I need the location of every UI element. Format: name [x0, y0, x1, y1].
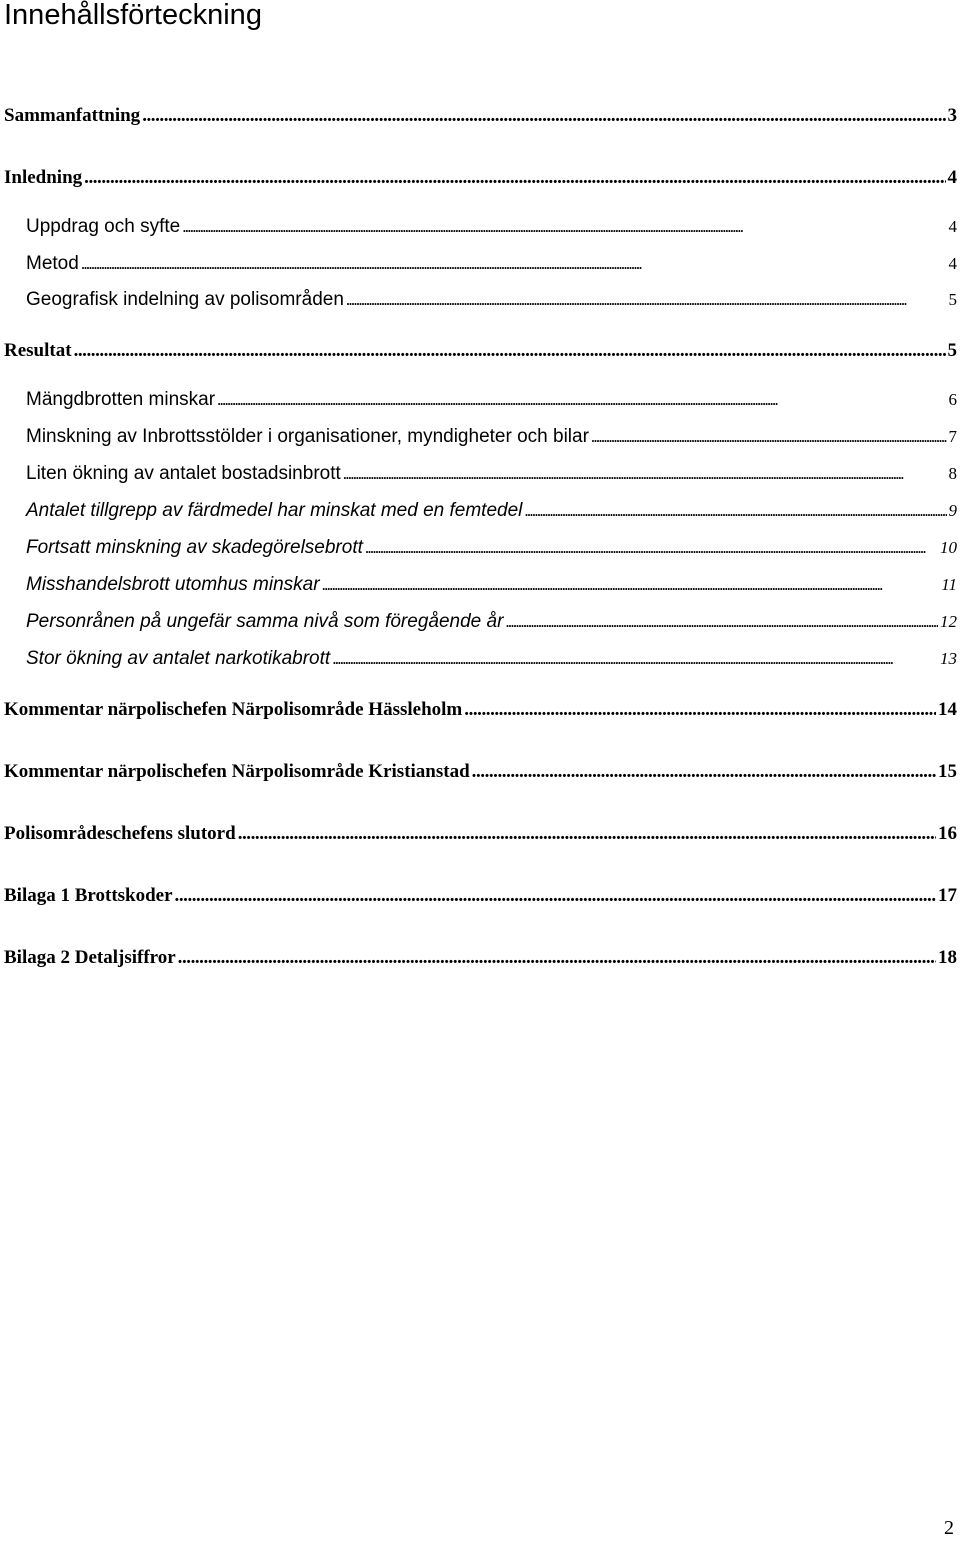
toc-entry-resultat[interactable]: [4, 339, 960, 363]
toc-leader-dots: [182, 215, 946, 239]
toc-entry-label: Metod: [26, 253, 79, 274]
toc-entry-inledning[interactable]: [4, 166, 960, 190]
toc-entry-skadegorelsebrott[interactable]: [26, 536, 960, 560]
toc-entry-fardmedel[interactable]: [26, 499, 960, 523]
toc-entry-uppdrag-och-syfte[interactable]: [26, 215, 960, 239]
toc-leader-dots: [217, 388, 946, 412]
toc-page-number: 17: [938, 885, 957, 906]
toc-entry-slutord[interactable]: [4, 822, 960, 846]
toc-entry-inbrottsstolder[interactable]: [26, 425, 960, 449]
toc-leader-dots: [346, 288, 947, 312]
toc-leader-dots: [142, 104, 945, 128]
toc-entry-geografisk-indelning[interactable]: [26, 288, 960, 312]
toc-entry-label: Misshandelsbrott utomhus minskar: [26, 574, 320, 595]
toc-entry-label: Stor ökning av antalet narkotikabrott: [26, 648, 331, 669]
toc-entry-metod[interactable]: [26, 252, 960, 276]
toc-leader-dots: [238, 822, 936, 846]
toc-entry-label: Bilaga 1 Brottskoder: [4, 885, 173, 906]
toc-page-number: 4: [947, 167, 957, 188]
toc-page-number: 10: [940, 538, 957, 557]
toc-entry-label: Kommentar närpolischefen Närpolisområde Kristianstad: [4, 761, 470, 782]
toc-leader-dots: [178, 946, 936, 970]
toc-leader-dots: [332, 647, 938, 671]
toc-entry-kommentar-hassleholm[interactable]: [4, 698, 960, 722]
toc-entry-bilaga-1[interactable]: [4, 884, 960, 908]
toc-page-number: 5: [947, 340, 957, 361]
toc-entry-label: Kommentar närpolischefen Närpolisområde Hässleholm: [4, 699, 463, 720]
toc-entry-label: Uppdrag och syfte: [26, 216, 181, 237]
toc-leader-dots: [175, 884, 936, 908]
toc-entry-bilaga-2[interactable]: [4, 946, 960, 970]
toc-entry-bostadsinbrott[interactable]: [26, 462, 960, 486]
toc-page-number: 7: [948, 427, 957, 446]
toc-page-number: 9: [948, 501, 957, 520]
toc-page-number: 12: [940, 612, 957, 631]
toc-leader-dots: [505, 610, 938, 634]
toc-entry-label: Bilaga 2 Detaljsiffror: [4, 947, 176, 968]
toc-leader-dots: [591, 425, 947, 449]
toc-page-number: 16: [938, 823, 957, 844]
toc-leader-dots: [74, 339, 946, 363]
toc-leader-dots: [84, 166, 945, 190]
toc-page-number: 14: [938, 699, 957, 720]
toc-page-number: 8: [948, 464, 957, 483]
toc-page-number: 6: [948, 390, 957, 409]
toc-leader-dots: [472, 760, 936, 784]
toc-leader-dots: [524, 499, 946, 523]
toc-entry-label: Liten ökning av antalet bostadsinbrott: [26, 463, 341, 484]
toc-entry-label: Resultat: [4, 340, 72, 361]
toc-entry-label: Polisområdeschefens slutord: [4, 823, 236, 844]
toc-entry-personranen[interactable]: [26, 610, 960, 634]
page-number: 2: [944, 1517, 954, 1539]
toc-leader-dots: [343, 462, 947, 486]
toc-page-number: 3: [947, 105, 957, 126]
toc-page-number: 4: [948, 254, 957, 273]
toc-page-number: 13: [940, 649, 957, 668]
toc-entry-mangdbrotten[interactable]: [26, 388, 960, 412]
toc-entry-label: Mängdbrotten minskar: [26, 389, 216, 410]
toc-page-number: 15: [938, 761, 957, 782]
toc-entry-label: Antalet tillgrepp av färdmedel har minskat med en femtedel: [26, 500, 523, 521]
toc-page-number: 5: [948, 290, 957, 309]
toc-entry-narkotikabrott[interactable]: [26, 647, 960, 671]
toc-leader-dots: [322, 573, 940, 597]
toc-entry-label: Minskning av Inbrottsstölder i organisationer, myndigheter och bilar: [26, 426, 589, 447]
toc-entry-label: Geografisk indelning av polisområden: [26, 289, 344, 310]
toc-page-number: 4: [948, 217, 957, 236]
toc-leader-dots: [464, 698, 936, 722]
toc-entry-label: Sammanfattning: [4, 105, 141, 126]
toc-leader-dots: [81, 252, 947, 276]
toc-entry-sammanfattning[interactable]: [4, 104, 960, 128]
toc-page-number: 18: [938, 947, 957, 968]
toc-entry-misshandelsbrott[interactable]: [26, 573, 960, 597]
toc-entry-kommentar-kristianstad[interactable]: [4, 760, 960, 784]
toc-leader-dots: [365, 536, 938, 560]
toc-entry-label: Inledning: [4, 167, 83, 188]
toc-entry-label: Personrånen på ungefär samma nivå som föregående år: [26, 611, 504, 632]
toc-page-number: 11: [941, 575, 957, 594]
page-title: Innehållsförteckning: [4, 0, 262, 31]
toc-entry-label: Fortsatt minskning av skadegörelsebrott: [26, 537, 363, 558]
